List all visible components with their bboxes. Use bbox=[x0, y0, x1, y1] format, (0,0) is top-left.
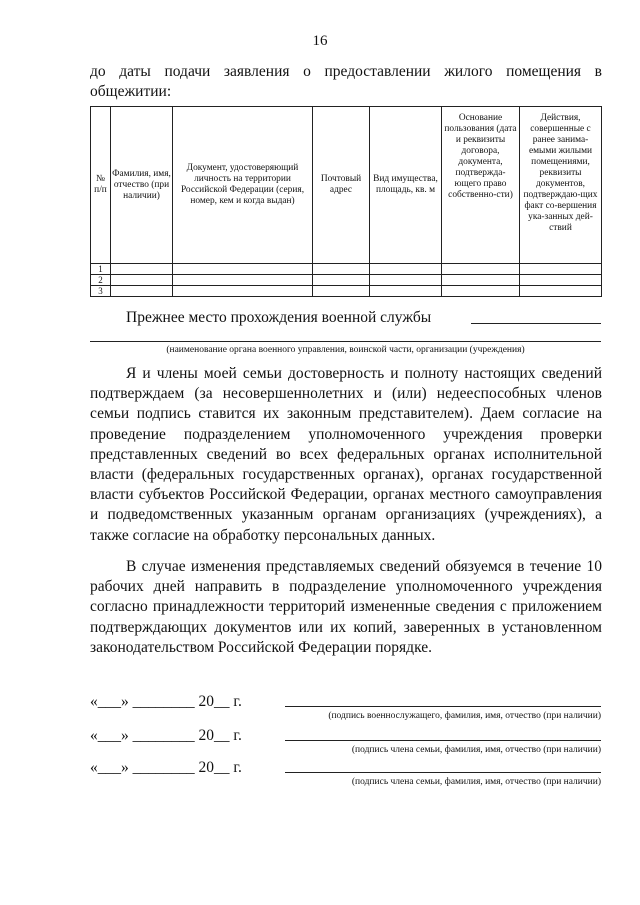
table-cell bbox=[442, 275, 520, 286]
table-cell: 3 bbox=[91, 286, 111, 297]
previous-service-label: Прежнее место прохождения военной службы bbox=[126, 309, 432, 326]
signature-date-serviceman: «___» ________ 20__ г. bbox=[90, 693, 242, 710]
table-row bbox=[91, 264, 602, 275]
table-cell bbox=[173, 286, 313, 297]
col-header-property-type: Вид имущества, площадь, кв. м bbox=[370, 107, 442, 264]
signature-line-family-1 bbox=[285, 740, 601, 741]
table-cell: 2 bbox=[91, 275, 111, 286]
table-cell bbox=[111, 286, 173, 297]
signature-caption-serviceman: (подпись военнослужащего, фамилия, имя, отчество (при наличии) bbox=[328, 711, 601, 721]
col-header-usage-basis: Основание пользования (дата и реквизиты договора, документа, подтвержда-ющего право собственно-сти) bbox=[442, 107, 520, 264]
table-cell bbox=[370, 275, 442, 286]
signature-date-family-1: «___» ________ 20__ г. bbox=[90, 727, 242, 744]
table-cell bbox=[520, 264, 602, 275]
page-number: 16 bbox=[312, 33, 328, 49]
table-cell bbox=[370, 286, 442, 297]
table-cell: 1 bbox=[91, 264, 111, 275]
previous-service-rule bbox=[90, 341, 601, 342]
signature-date-family-2: «___» ________ 20__ г. bbox=[90, 759, 242, 776]
table-cell bbox=[313, 264, 370, 275]
col-header-actions: Действия, совершенные с ранее занима-емыми жилыми помещениями, реквизиты документов, подтверждаю-щих факт со-вершения ука-занных дей-ствий bbox=[520, 107, 602, 264]
signature-line-family-2 bbox=[285, 772, 601, 773]
col-header-number: № п/п bbox=[91, 107, 111, 264]
table-cell bbox=[313, 275, 370, 286]
table-row bbox=[91, 275, 602, 286]
table-cell bbox=[173, 275, 313, 286]
table-header-row bbox=[91, 107, 602, 264]
previous-service-caption: (наименование органа военного управления, воинской части, организации (учреждения) bbox=[166, 345, 525, 355]
col-header-identity-document: Документ, удостоверяющий личность на территории Российской Федерации (серия, номер, кем и когда выдан) bbox=[173, 107, 313, 264]
col-header-full-name: Фамилия, имя, отчество (при наличии) bbox=[111, 107, 173, 264]
table-cell bbox=[313, 286, 370, 297]
col-header-postal-address: Почтовый адрес bbox=[313, 107, 370, 264]
intro-text: до даты подачи заявления о предоставлении жилого помещения в общежитии: bbox=[90, 63, 602, 100]
signature-caption-family-1: (подпись члена семьи, фамилия, имя, отчество (при наличии) bbox=[351, 745, 601, 755]
consent-paragraph: Я и члены моей семьи достоверность и полноту настоящих сведений подтверждаем (за несовершеннолетних и (или) недееспособных членов семьи подпись ставится их законным представителем). Даем согласие на проведение подразделением уполномоченного учреждения проверки представленных сведений во всех федеральных органах исполнительной власти (федеральных государственных органах), органах государственной власти субъектов Российской Федерации, органах местного самоуправления и подведомственных указанным органам организациях (учреждениях), а также согласие на обработку персональных данных. bbox=[90, 365, 602, 544]
table-cell bbox=[370, 264, 442, 275]
table-cell bbox=[520, 286, 602, 297]
table-cell bbox=[173, 264, 313, 275]
housing-table bbox=[90, 106, 602, 297]
table-cell bbox=[520, 275, 602, 286]
signature-caption-family-2: (подпись члена семьи, фамилия, имя, отчество (при наличии) bbox=[351, 777, 601, 787]
table-cell bbox=[442, 286, 520, 297]
table-cell bbox=[111, 275, 173, 286]
change-obligation-paragraph: В случае изменения представляемых сведений обязуемся в течение 10 рабочих дней направить в подразделение уполномоченного учреждения согласно принадлежности территорий измененные сведения с приложением подтверждающих документов или их копий, заверенных в установленном законодательством Российской Федерации порядке. bbox=[90, 558, 602, 656]
signature-line-serviceman bbox=[285, 706, 601, 707]
table-cell bbox=[111, 264, 173, 275]
previous-service-blank bbox=[471, 323, 601, 324]
table-row bbox=[91, 286, 602, 297]
table-cell bbox=[442, 264, 520, 275]
